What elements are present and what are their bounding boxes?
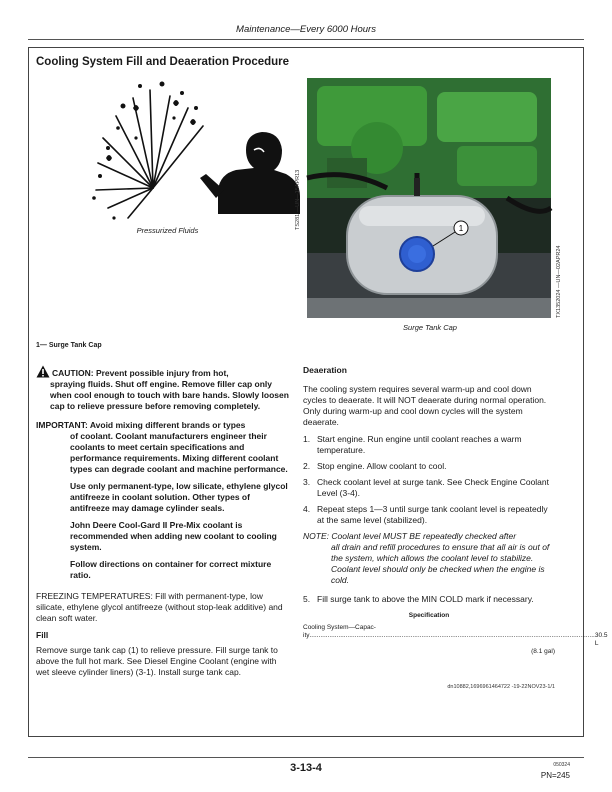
caution-body: spraying fluids. Shut off engine. Remove filler cap only when cool enough to touch with bare hands. Slowly loosen cap to relieve pressure before removing completely. (50, 379, 289, 411)
spec-value: 30.5 L (594, 632, 608, 647)
footer-date: 050324 (553, 762, 570, 768)
right-column (303, 365, 608, 693)
running-header: Maintenance—Every 6000 Hours (236, 24, 376, 35)
fill-heading: Fill (36, 630, 49, 640)
caution-label: CAUTION: (52, 368, 94, 378)
left-column (36, 365, 290, 684)
footer-pn: PN=245 (540, 771, 570, 780)
spec-row (303, 632, 608, 648)
figure1-caption: Pressurized Fluids (136, 226, 199, 235)
spec-title: Specification (408, 612, 450, 619)
callout-1: 1 (458, 224, 464, 233)
caution-block (36, 365, 290, 412)
important-label: IMPORTANT: (36, 420, 88, 430)
spec-label-line2: ity (303, 632, 310, 639)
important-lead: Avoid mixing different brands or types (89, 420, 246, 430)
note-label: NOTE: (303, 531, 329, 541)
engine-surge-tank-illustration (307, 78, 551, 318)
step-item: 2. Stop engine. Allow coolant to cool. (303, 461, 447, 471)
pressurized-fluids-illustration (78, 78, 304, 228)
important-block (36, 420, 290, 475)
warning-triangle-icon (36, 365, 50, 378)
surge-tank-photo (307, 78, 551, 318)
important-body: of coolant. Coolant manufacturers engineer their coolants to meet certain specifications and performance requirements. Mixing different coolant types can degrade coolant and machine performance. (70, 431, 288, 474)
note-lead: Coolant level MUST BE repeatedly checked after (331, 531, 517, 541)
step-item: 1. Start engine. Run engine until coolant reaches a warm temperature. (303, 434, 522, 455)
figure-legend: 1— Surge Tank Cap (36, 342, 102, 349)
deaeration-steps (303, 434, 555, 526)
header-rule (28, 39, 584, 40)
caution-lead: Prevent possible injury from hot, (95, 368, 229, 378)
figure2-caption: Surge Tank Cap (403, 323, 457, 332)
figure1-code: TS281 —UN—15APR13 (295, 169, 301, 230)
spec-leader-dots: .............................................................................................................................................................. (309, 632, 595, 639)
important-p3: John Deere Cool-Gard II Pre-Mix coolant is recommended when adding new coolant to cooling system. (70, 520, 277, 552)
pressurized-fluids-figure (78, 78, 304, 228)
section-title: Cooling System Fill and Deaeration Procedure (36, 56, 290, 68)
step-item: 5. Fill surge tank to above the MIN COLD mark if necessary. (303, 594, 534, 604)
note-block (303, 531, 555, 586)
fill-paragraph: Remove surge tank cap (1) to relieve pressure. Fill surge tank to above the full hot mark. See Diesel Engine Coolant (engine with wet sleeve cylinder liners) (3-1). Install surge tank cap. (36, 645, 278, 677)
step-item: 3. Check coolant level at surge tank. See Check Engine Coolant Level (3-4). (303, 477, 549, 498)
figure2-code: TX1352024 —UN—02APR24 (556, 245, 562, 318)
footer-rule (28, 757, 584, 758)
deaeration-heading: Deaeration (303, 365, 347, 375)
step-item: 4. Repeat steps 1—3 until surge tank coolant level is repeatedly at the same level (stabilized). (303, 504, 548, 525)
deaeration-intro: The cooling system requires several warm-up and cool down cycles to deaerate. It will NOT deaerate during normal operation. Only during warm-up and cool down cycles will the system deaerate. (303, 384, 547, 427)
important-p4: Follow directions on container for correct mixture ratio. (70, 559, 272, 580)
page-number: 3-13-4 (290, 762, 322, 774)
spec-value-alt: (8.1 gal) (531, 648, 555, 655)
deaeration-step-5 (303, 594, 555, 605)
reference-code: dn10882,1696961464722 -19-22NOV23-1/1 (447, 684, 555, 690)
spec-label-line1: Cooling System—Capac- (303, 624, 376, 631)
freezing-paragraph: FREEZING TEMPERATURES: Fill with permanent-type, low silicate, ethylene glycol antifreeze (without stop-leak additive) and clean soft water. (36, 591, 283, 623)
note-body: all drain and refill procedures to ensure that all air is out of the system, which allows the coolant level to stabilize. Coolant level should only be checked when the engine is cold. (331, 542, 550, 585)
important-p2: Use only permanent-type, low silicate, ethylene glycol antifreeze in coolant solution. Other types of antifreeze may damage cylinder seals. (70, 481, 288, 513)
